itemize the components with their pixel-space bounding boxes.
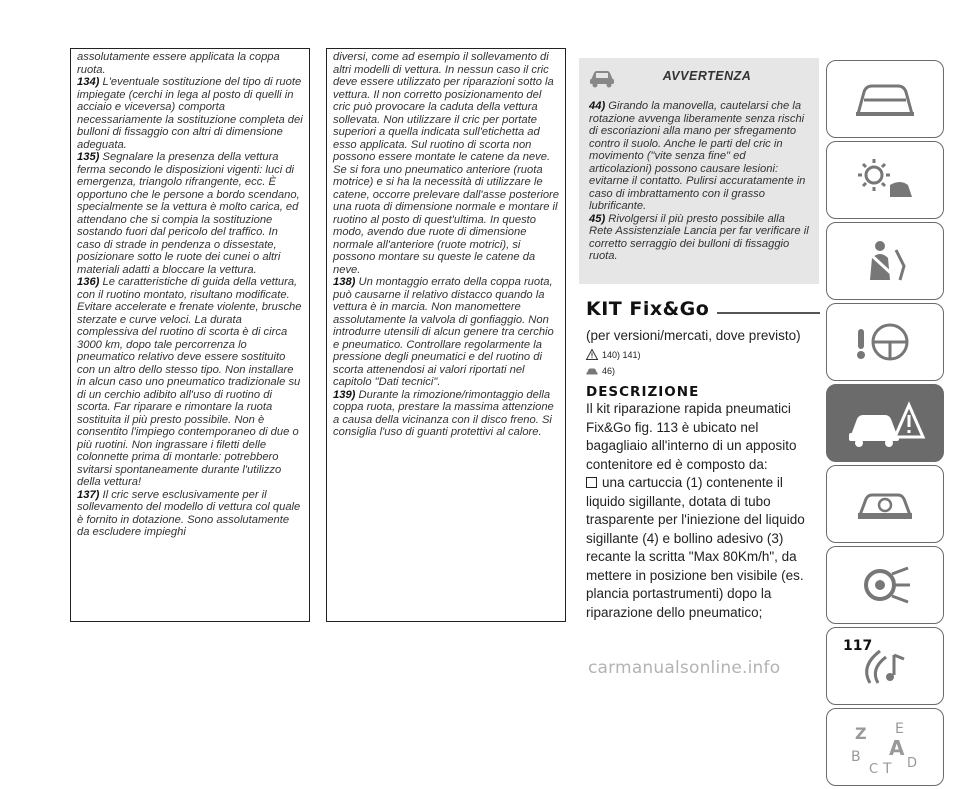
warning-reference[interactable] [586,349,820,360]
index-letter: T [883,761,892,777]
note-text: Girando la manovella, cautelarsi che la rotazione avvenga liberamente senza rischi di escoriazioni alla mano per sfregamento contro il suolo. Anche le parti del cric in movimento ("vite senza fine" ed articolazioni) possono causare lesioni: evitarne il contatto. Pulirsi accuratamente in caso di imbrattamento con il grasso lubrificante. [589,100,806,212]
steering-wheel-icon [850,317,920,367]
warning-title: AVVERTENZA [662,68,752,83]
page-number: 117 [843,638,873,654]
chapter-tab-maintenance[interactable] [826,465,944,543]
note-text: Il cric serve esclusivamente per il sollevamento del modello di vettura col quale è fornito in dotazione. Sono assolutamente da escludere impieghi [77,488,301,538]
main-content [586,298,820,622]
chapter-tab-index[interactable] [826,708,944,786]
note-text: Le caratteristiche di guida della vettura, con il ruotino montato, risultano modificate. Evitare accelerate e frenate violente, brusche sterzate e curve veloci. La durata complessiva del ruotino di scorta è di circa 3000 km, dopo tale percorrenza lo pneumatico relativo deve essere sostituito con un altro dello stesso tipo. Non installare in alcun caso uno pneumatico tradizionale su di un cerchio adibito all'uso di ruotino di scorta. Far riparare e rimontare la ruota sostituita il più presto possibile. Non è consentito l'impiego contemporaneo di due o più ruotini. Non ingrassare i filetti delle colonnette prima di montarle: potrebbero svitarsi spontaneamente durante l'utilizzo della vettura! [77,276,302,488]
danger-triangle-icon [586,349,598,360]
intro-paragraph: Il kit riparazione rapida pneumatici Fix&Go fig. 113 è ubicato nel bagagliaio all'interno di un apposito contenitore ed è composto da: [586,401,797,472]
heading-rule [717,312,820,314]
technical-data-icon [850,560,920,610]
emergency-breakdown-icon [843,395,927,451]
car-dashboard-icon [850,74,920,124]
note-number: 136) [77,276,100,288]
seatbelt-safety-icon [850,236,920,286]
index-letter: E [895,721,904,737]
note-number: 139) [333,388,356,401]
list-item [586,474,820,622]
chapter-tab-dashboard[interactable] [826,60,944,138]
page-title: KIT Fix&Go [586,298,710,320]
chapter-tab-lights[interactable] [826,141,944,219]
notes-column-left [70,48,310,622]
note-number: 45) [589,212,606,225]
warning-body [579,94,819,263]
caution-reference[interactable] [586,366,820,376]
caution-car-icon [586,366,598,376]
chapter-tab-emergency[interactable] [826,384,944,462]
reference-numbers: 46) [602,366,616,376]
note-text: Segnalare la presenza della vettura ferma secondo le disposizioni vigenti: luci di emergenza, triangolo rifrangente, ecc. È opportuno che le persone a bordo scendano, specialmente se la vettura è molto carica, ed attendano che si compia la sostituzione sostando fuori dal pericolo del traffico. In caso di strade in pendenza o dissestate, posizionare sotto le ruote dei cunei o altri materiali adatti a bloccare la vettura. [77,151,300,276]
note-text: Un montaggio errato della coppa ruota, può causarne il relativo distacco quando la vettura è in marcia. Non manomettere assolutamente la valvola di gonfiaggio. Non introdurre utensili di alcun genere tra cerchio e pneumatico. Controllare regolarmente la pressione degli pneumatici e del ruotino di scorta attenendosi ai valori riportati nel capitolo "Dati tecnici". [333,276,554,388]
chapter-sidebar [826,60,948,789]
index-letter: C [869,762,879,777]
section-title: DESCRIZIONE [586,384,700,400]
reference-numbers: 140) 141) [602,349,641,360]
note-number: 138) [333,276,356,288]
note-text: Rivolgersi il più presto possibile alla Rete Assistenziale Lancia per far verificare il corretto serraggio dei bulloni di fissaggio ruota. [589,212,809,262]
chapter-tab-safety[interactable] [826,222,944,300]
note-number: 135) [77,151,100,163]
warning-header [579,58,819,94]
note-text: assolutamente essere applicata la coppa ruota. [77,51,280,76]
chapter-tab-driving[interactable] [826,303,944,381]
note-text: Durante la rimozione/rimontaggio della coppa ruota, prestare la massima attenzione a causa della vicinanza con il disco freno. Si consiglia l'uso di guanti protettivi al calore. [333,388,554,438]
note-text: L'eventuale sostituzione del tipo di ruote impiegate (cerchi in lega al posto di quelli in acciaio e viceversa) comporta necessariamente la sostituzione completa dei bulloni di fissaggio con altri di dimensione adeguata. [77,76,303,151]
note-number: 44) [589,100,606,112]
bullet-square-icon [586,477,597,488]
maintenance-car-icon [850,479,920,529]
list-item-text: una cartuccia (1) contenente il liquido sigillante, dotata di tubo trasparente per l'iniezione del liquido sigillante (4) e bollino adesivo (3) recante la scritta "Max 80Km/h", da mettere in posizione ben visibile (es. plancia portastrumenti) dopo la riparazione dello pneumatico; [586,475,805,620]
subtitle: (per versioni/mercati, dove previsto) [586,328,801,343]
warning-box [579,58,819,284]
warning-car-icon [579,58,625,94]
watermark: carmanualsonline.info [588,658,781,678]
section-heading [586,298,820,320]
note-number: 134) [77,76,100,88]
index-letter: B [851,749,861,765]
index-icon [845,717,925,777]
chapter-tab-technical[interactable] [826,546,944,624]
notes-column-middle [326,48,566,622]
index-letter: D [907,756,918,771]
note-text: diversi, come ad esempio il sollevamento di altri modelli di vettura. In nessun caso il cric deve essere utilizzato per riparazioni sotto la vettura. Il non corretto posizionamento del cric può provocare la caduta della vettura sollevata. Non utilizzare il cric per portate superiori a quella indicata sull'etichetta ad esso applicata. Sul ruotino di scorta non possono essere montate le catene da neve. Se si fora uno pneumatico anteriore (ruota motrice) e si ha la necessità di utilizzare le catene, occorre prelevare dall'asse posteriore una ruota di dimensione normale e montare il ruotino al posto di quest'ultima. In questo modo, avendo due ruote di dimensione normale all'anteriore (ruote motrici), si possono montare su queste le catene da neve. [333,51,560,276]
lights-icon [850,155,920,205]
index-letter: A [889,736,905,760]
index-letter: Z [855,724,867,743]
note-number: 137) [77,488,100,501]
